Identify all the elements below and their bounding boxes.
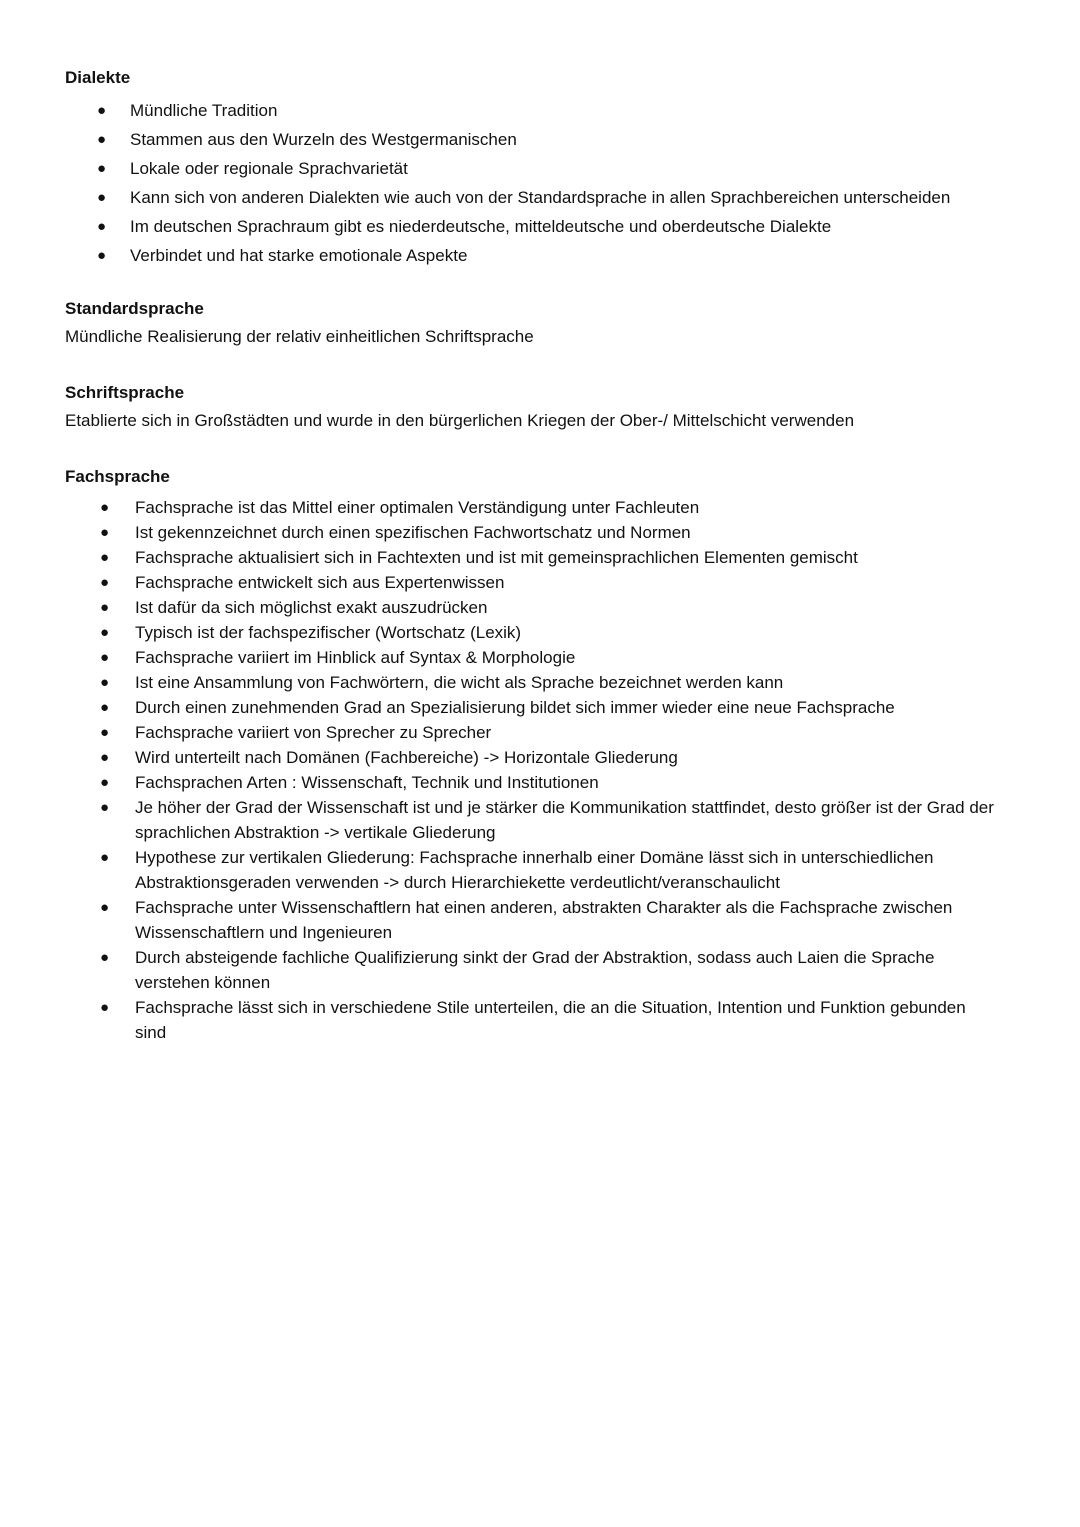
list-item [65,96,1025,125]
heading-standardsprache: Standardsprache [65,299,204,318]
list-item [65,125,1025,154]
bullet-icon: ● [100,549,110,566]
bullet-icon: ● [97,218,107,235]
heading-fachsprache: Fachsprache [65,467,170,486]
list-item [65,570,1025,595]
list-item [65,845,1025,895]
bullet-icon: ● [100,649,110,666]
section-schriftsprache [65,382,1025,432]
list-item-text: Wird unterteilt nach Domänen (Fachbereiche) -> Horizontale Gliederung [135,748,678,767]
heading-schriftsprache: Schriftsprache [65,383,185,402]
bullet-icon: ● [100,624,110,641]
bullet-icon: ● [100,774,110,791]
bullet-icon: ● [100,724,110,741]
list-item [65,995,1025,1045]
bullet-icon: ● [100,849,110,866]
bullet-icon: ● [97,247,107,264]
list-item-text: Fachsprache ist das Mittel einer optimalen Verständigung unter Fachleuten [135,498,700,517]
bullet-icon: ● [97,189,107,206]
list-item-text: Je höher der Grad der Wissenschaft ist und je stärker die Kommunikation stattfindet, desto größer ist der Grad der sprachlichen Abstraktion -> vertikale Gliederung [135,798,994,842]
section-fachsprache [65,466,1025,1045]
list-fachsprache [65,495,1025,1045]
bullet-icon: ● [100,574,110,591]
list-item-text: Ist eine Ansammlung von Fachwörtern, die wicht als Sprache bezeichnet werden kann [135,673,784,692]
list-item-text: Fachsprache variiert im Hinblick auf Syntax & Morphologie [135,648,576,667]
list-item [65,495,1025,520]
list-dialekte [65,96,1025,270]
bullet-icon: ● [100,499,110,516]
bullet-icon: ● [100,999,110,1016]
bullet-icon: ● [97,102,107,119]
bullet-icon: ● [100,749,110,766]
bullet-icon: ● [97,160,107,177]
list-item-text: Fachsprachen Arten : Wissenschaft, Technik und Institutionen [135,773,599,792]
list-item [65,770,1025,795]
list-item-text: Stammen aus den Wurzeln des Westgermanischen [130,130,517,149]
bullet-icon: ● [97,131,107,148]
list-item [65,695,1025,720]
list-item-text: Durch absteigende fachliche Qualifizierung sinkt der Grad der Abstraktion, sodass auch Laien die Sprache verstehen können [135,948,935,992]
list-item-text: Fachsprache unter Wissenschaftlern hat einen anderen, abstrakten Charakter als die Fachsprache zwischen Wissenschaftlern und Ingenieuren [135,898,953,942]
list-item-text: Durch einen zunehmenden Grad an Spezialisierung bildet sich immer wieder eine neue Fachsprache [135,698,895,717]
list-item [65,183,1025,212]
list-item-text: Im deutschen Sprachraum gibt es niederdeutsche, mitteldeutsche und oberdeutsche Dialekte [130,217,832,236]
list-item-text: Fachsprache aktualisiert sich in Fachtexten und ist mit gemeinsprachlichen Elementen gemischt [135,548,858,567]
list-item-text: Hypothese zur vertikalen Gliederung: Fachsprache innerhalb einer Domäne lässt sich in unterschiedlichen Abstraktionsgeraden verwenden -> durch Hierarchiekette verdeutlicht/veranschaulicht [135,848,934,892]
list-item [65,720,1025,745]
list-item-text: Verbindet und hat starke emotionale Aspekte [130,246,468,265]
list-item-text: Ist gekennzeichnet durch einen spezifischen Fachwortschatz und Normen [135,523,691,542]
list-item [65,154,1025,183]
list-item [65,212,1025,241]
list-item [65,670,1025,695]
list-item [65,545,1025,570]
list-item [65,520,1025,545]
list-item-text: Fachsprache entwickelt sich aus Expertenwissen [135,573,505,592]
bullet-icon: ● [100,524,110,541]
list-item [65,945,1025,995]
list-item [65,795,1025,845]
list-item [65,595,1025,620]
bullet-icon: ● [100,674,110,691]
list-item-text: Kann sich von anderen Dialekten wie auch von der Standardsprache in allen Sprachbereichen unterscheiden [130,188,951,207]
list-item-text: Fachsprache lässt sich in verschiedene Stile unterteilen, die an die Situation, Intention und Funktion gebunden sind [135,998,966,1042]
list-item-text: Typisch ist der fachspezifischer (Wortschatz (Lexik) [135,623,522,642]
list-item [65,241,1025,270]
list-item [65,645,1025,670]
list-item-text: Ist dafür da sich möglichst exakt auszudrücken [135,598,488,617]
bullet-icon: ● [100,899,110,916]
bullet-icon: ● [100,799,110,816]
text-schriftsprache: Etablierte sich in Großstädten und wurde in den bürgerlichen Kriegen der Ober-/ Mittelschicht verwenden [65,411,855,430]
heading-dialekte: Dialekte [65,68,131,87]
list-item [65,620,1025,645]
bullet-icon: ● [100,599,110,616]
list-item-text: Mündliche Tradition [130,101,278,120]
section-dialekte [65,67,1025,270]
text-standardsprache: Mündliche Realisierung der relativ einheitlichen Schriftsprache [65,327,534,346]
list-item-text: Lokale oder regionale Sprachvarietät [130,159,408,178]
section-standardsprache [65,298,1025,348]
bullet-icon: ● [100,949,110,966]
bullet-icon: ● [100,699,110,716]
list-item [65,745,1025,770]
list-item [65,895,1025,945]
list-item-text: Fachsprache variiert von Sprecher zu Sprecher [135,723,492,742]
